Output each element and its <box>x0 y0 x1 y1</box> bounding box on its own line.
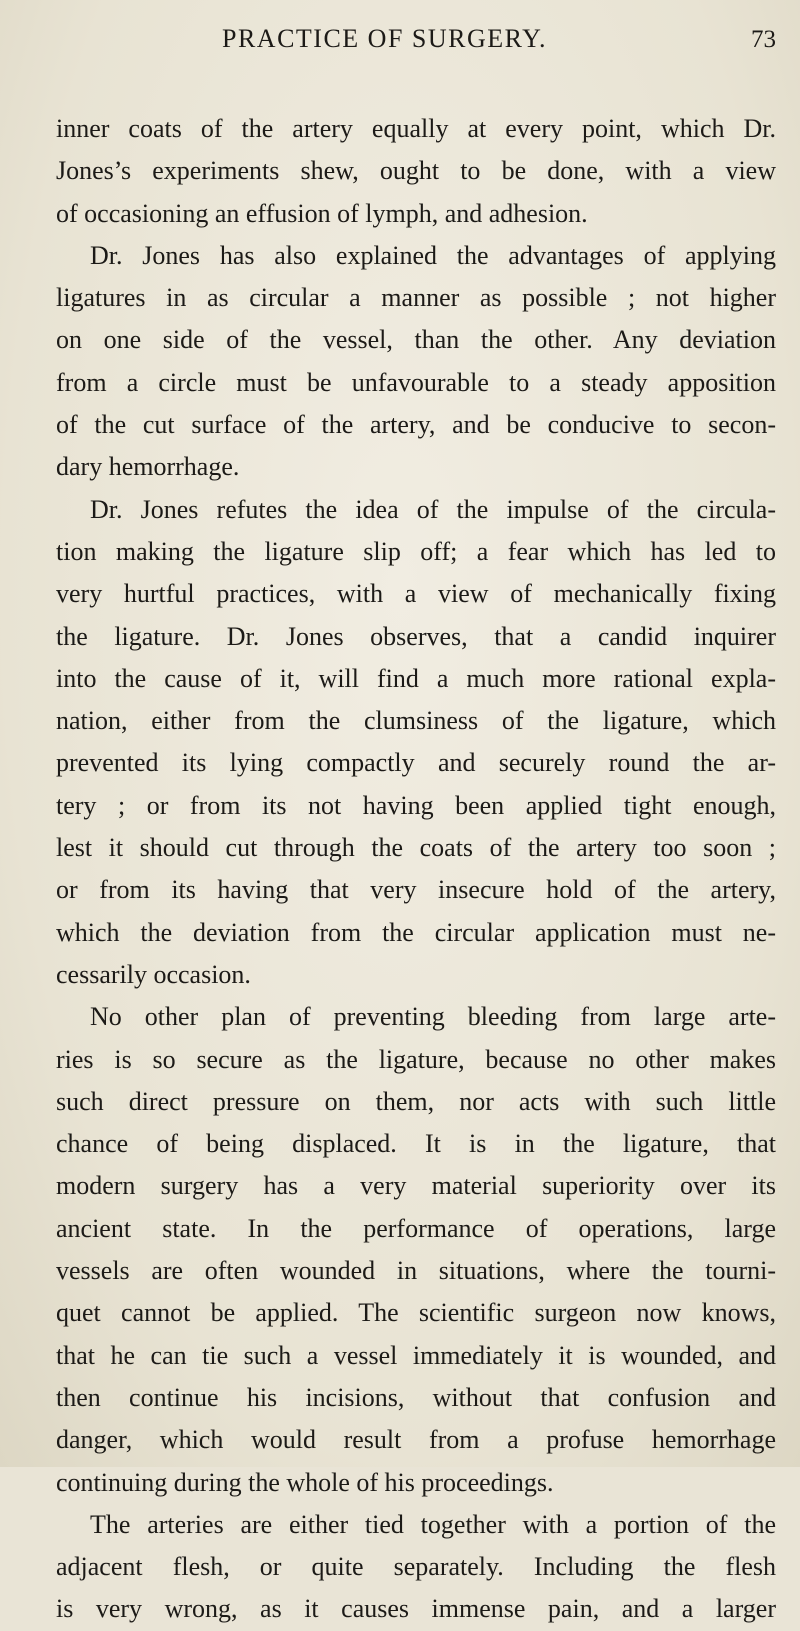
text-line: vessels are often wounded in situations, where the tourni- <box>56 1256 776 1286</box>
text-line: ancient state. In the performance of operations, large <box>56 1213 776 1243</box>
running-title: PRACTICE OF SURGERY. <box>222 24 547 53</box>
text-line: of the cut surface of the artery, and be conducive to secon- <box>56 410 776 440</box>
text-line: then continue his incisions, without that confusion and <box>56 1382 776 1412</box>
text-line: ligatures in as circular a manner as possible ; not higher <box>56 283 776 313</box>
text-line: quet cannot be applied. The scientific surgeon now knows, <box>56 1298 776 1328</box>
text-line: very hurtful practices, with a view of mechanically fixing <box>56 579 776 609</box>
text-line: is very wrong, as it causes immense pain, and a larger <box>56 1594 776 1624</box>
page-number: 73 <box>751 26 776 53</box>
text-line: continuing during the whole of his proceedings. <box>56 1467 554 1497</box>
text-line: Dr. Jones refutes the idea of the impulse of the circula- <box>90 494 776 524</box>
text-line: Dr. Jones has also explained the advantages of applying <box>90 240 776 270</box>
text-line: No other plan of preventing bleeding from large arte- <box>90 1002 776 1032</box>
text-line: the ligature. Dr. Jones observes, that a candid inquirer <box>56 621 776 651</box>
text-line: of occasioning an effusion of lymph, and adhesion. <box>56 198 588 228</box>
body-text <box>56 108 776 1631</box>
text-line: ries is so secure as the ligature, because no other makes <box>56 1044 776 1074</box>
text-line: adjacent flesh, or quite separately. Including the flesh <box>56 1552 776 1582</box>
text-line: lest it should cut through the coats of the artery too soon ; <box>56 833 776 863</box>
text-line: danger, which would result from a profuse hemorrhage <box>56 1425 776 1455</box>
text-line: The arteries are either tied together with a portion of the <box>90 1509 776 1539</box>
text-line: tion making the ligature slip off; a fear which has led to <box>56 536 776 566</box>
text-line: tery ; or from its not having been applied tight enough, <box>56 790 776 820</box>
text-line: such direct pressure on them, nor acts with such little <box>56 1086 776 1116</box>
text-line: which the deviation from the circular application must ne- <box>56 917 776 947</box>
text-line: Jones’s experiments shew, ought to be done, with a view <box>56 156 776 186</box>
text-line: on one side of the vessel, than the other. Any deviation <box>56 325 776 355</box>
text-line: dary hemorrhage. <box>56 452 240 482</box>
text-line: or from its having that very insecure hold of the artery, <box>56 875 776 905</box>
text-line: modern surgery has a very material superiority over its <box>56 1171 776 1201</box>
text-line: chance of being displaced. It is in the ligature, that <box>56 1129 776 1159</box>
text-line: from a circle must be unfavourable to a steady apposition <box>56 367 776 397</box>
text-line: inner coats of the artery equally at every point, which Dr. <box>56 114 776 143</box>
text-line: that he can tie such a vessel immediately it is wounded, and <box>56 1340 776 1370</box>
text-line: prevented its lying compactly and securely round the ar- <box>56 748 776 778</box>
text-line: into the cause of it, will find a much more rational expla- <box>56 663 776 693</box>
text-line: nation, either from the clumsiness of the ligature, which <box>56 706 776 736</box>
text-line: cessarily occasion. <box>56 959 251 989</box>
